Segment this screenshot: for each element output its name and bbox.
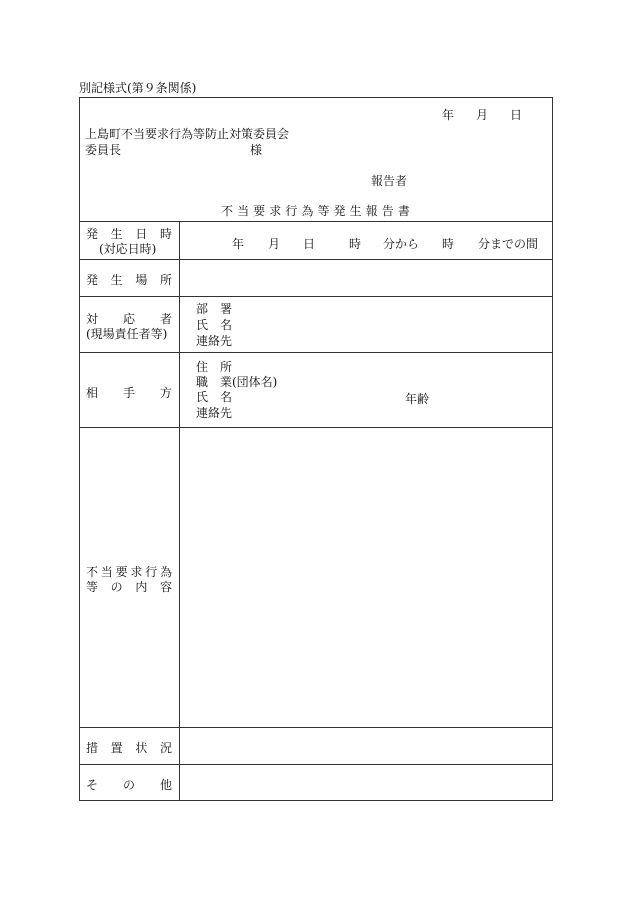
dt-minute-until: 分までの間 [478,237,539,251]
form-caption: 別記様式(第９条関係) [79,81,197,95]
title-char: 当 [237,204,250,218]
occurrence-datetime-sublabel: (対応日時) [99,242,157,256]
label-char: 内 [135,580,148,594]
label-char: 相 [86,386,99,400]
counterpart-age-field: 年齢 [405,392,430,406]
honorific: 様 [250,143,263,157]
title-char: 求 [269,204,282,218]
label-char: 要 [115,565,128,579]
reporter-label: 報告者 [371,174,408,188]
row-divider [80,296,552,297]
row-divider [80,727,552,728]
title-char: 生 [349,204,362,218]
title-char: 告 [381,204,394,218]
title-char: 発 [333,204,346,218]
title-char: 為 [301,204,314,218]
occurrence-place-label [86,271,172,288]
label-char: 等 [86,580,99,594]
label-char: 者 [159,312,172,326]
dt-day: 日 [303,237,316,251]
title-char: 等 [317,204,330,218]
title-char: 報 [365,204,378,218]
label-char: 方 [159,386,172,400]
date-day-label: 日 [509,108,522,122]
dt-hour: 時 [349,237,362,251]
label-char: 場 [135,273,148,287]
label-char: 措 [86,741,99,755]
dt-year: 年 [232,237,245,251]
row-divider [80,352,552,353]
report-date [442,106,522,123]
label-char: の [122,778,135,792]
report-form [79,97,553,801]
title-char: 書 [397,204,410,218]
responder-sublabel: (現場責任者等) [86,327,168,341]
addressee-title: 委員長 [85,143,122,157]
title-char: 行 [285,204,298,218]
label-char: 対 [86,312,99,326]
row-divider [80,427,552,428]
label-char: の [110,580,123,594]
responder-name-field: 氏 名 [196,318,233,332]
counterpart-label [86,384,172,401]
form-title [221,202,410,219]
table-top-rule [80,221,552,222]
title-char: 不 [221,204,234,218]
label-char: 日 [135,227,148,241]
addressee-org: 上島町不当要求行為等防止対策委員会 [85,127,290,141]
label-char: 置 [110,741,123,755]
label-char: 生 [110,273,123,287]
counterpart-name-field: 氏 名 [196,390,233,404]
measures-label [86,739,172,756]
label-char: 発 [86,273,99,287]
label-char: 時 [159,227,172,241]
content-label-line2 [86,578,172,595]
title-char: 要 [253,204,266,218]
label-char: 発 [86,227,99,241]
label-char: 所 [159,273,172,287]
label-char: 応 [122,312,135,326]
responder-contact-field: 連絡先 [196,334,233,348]
counterpart-address-field: 住 所 [196,360,233,374]
label-char: そ [86,778,99,792]
label-column-rule [179,221,180,800]
label-char: 他 [159,778,172,792]
counterpart-contact-field: 連絡先 [196,406,233,420]
label-char: 為 [159,565,172,579]
label-char: 状 [135,741,148,755]
label-char: 不 [86,565,99,579]
label-char: 況 [159,741,172,755]
dt-month: 月 [268,237,281,251]
responder-department-field: 部 署 [196,302,233,316]
label-char: 手 [122,386,135,400]
dt-hour-end: 時 [442,237,455,251]
label-char: 容 [159,580,172,594]
other-label [86,776,172,793]
counterpart-occupation-field: 職 業(団体名) [196,375,278,389]
row-divider [80,764,552,765]
date-month-label: 月 [475,108,488,122]
dt-minute-from: 分から [383,237,420,251]
date-year-label: 年 [442,108,455,122]
label-char: 当 [100,565,113,579]
label-char: 行 [145,565,158,579]
label-char: 求 [130,565,143,579]
row-divider [80,259,552,260]
label-char: 生 [110,227,123,241]
